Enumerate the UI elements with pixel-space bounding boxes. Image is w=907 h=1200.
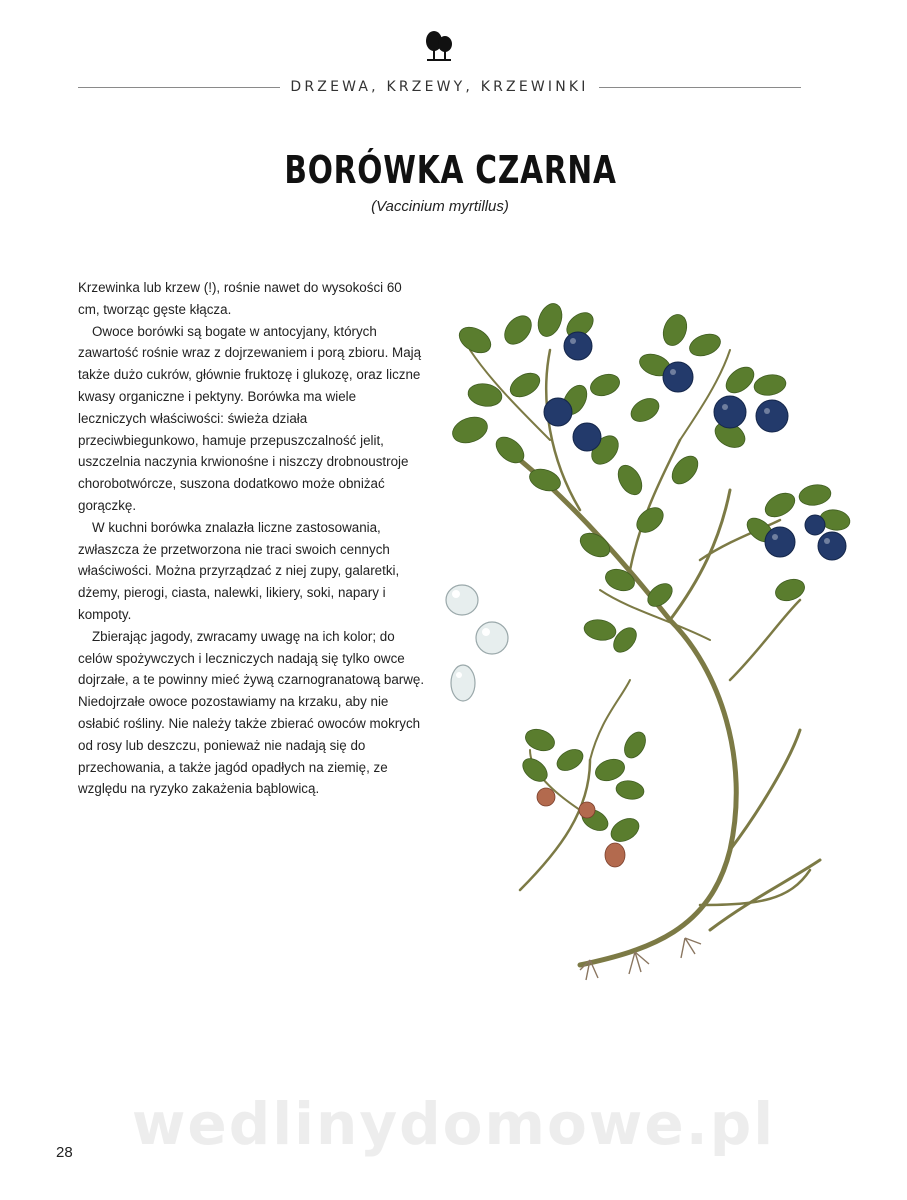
trees-icon (424, 30, 454, 62)
paragraph: W kuchni borówka znalazła liczne zastosowania, zwłaszcza że przetworzona nie traci swoich cennych właściwości. Można przyrządzać z niej zupy, galaretki, dżemy, pierogi, ciasta, nalewki, likiery, soki, napary i kompoty. (78, 519, 400, 622)
watermark: wedlinydomowe.pl (131, 1090, 776, 1158)
paragraph: Krzewinka lub krzew (!), rośnie nawet do wysokości 60 cm, tworząc gęste kłącza. (78, 280, 402, 317)
page-title: BORÓWKA CZARNA (284, 148, 617, 192)
body-text (78, 277, 426, 800)
section-title: DRZEWA, KRZEWY, KRZEWINKI (290, 79, 589, 95)
paragraph: Owoce borówki są bogate w antocyjany, których zawartość rośnie wraz z dojrzewaniem i porą zbioru. Mają także dużo cukrów, głównie fruktozę i glukozę, oraz liczne kwasy organiczne i pektyny. Borówka ma wiele leczniczych właściwości: świeża działa przeciwbiegunkowo, hamuje przepuszczalność jelit, uszczelnia naczynia krwionośne i niszczy drobnoustroje chorobotwórcze, suszona dodatkowo może obniżać gorączkę. (78, 323, 422, 513)
header-rule-right (599, 87, 801, 88)
blueberry-plant-illustration (430, 290, 870, 1000)
latin-name: (Vaccinium myrtillus) (371, 198, 509, 215)
paragraph: Zbierając jagody, zwracamy uwagę na ich kolor; do celów spożywczych i leczniczych nadają się tylko owce dojrzałe, a te powinny mieć żywą czarnogranatową barwę. Niedojrzałe owoce pozostawiamy na krzaku, aby nie osłabić rośliny. Nie należy także zbierać owoców mokrych od rosy lub deszczu, ponieważ nie nadają się do przechowania, a także jagód opadłych na ziemię, ze względu na ryzyko zakażenia bąblowicą. (78, 628, 425, 797)
section-header (78, 76, 801, 98)
header-rule-left (78, 87, 280, 88)
page-number: 28 (56, 1144, 73, 1161)
